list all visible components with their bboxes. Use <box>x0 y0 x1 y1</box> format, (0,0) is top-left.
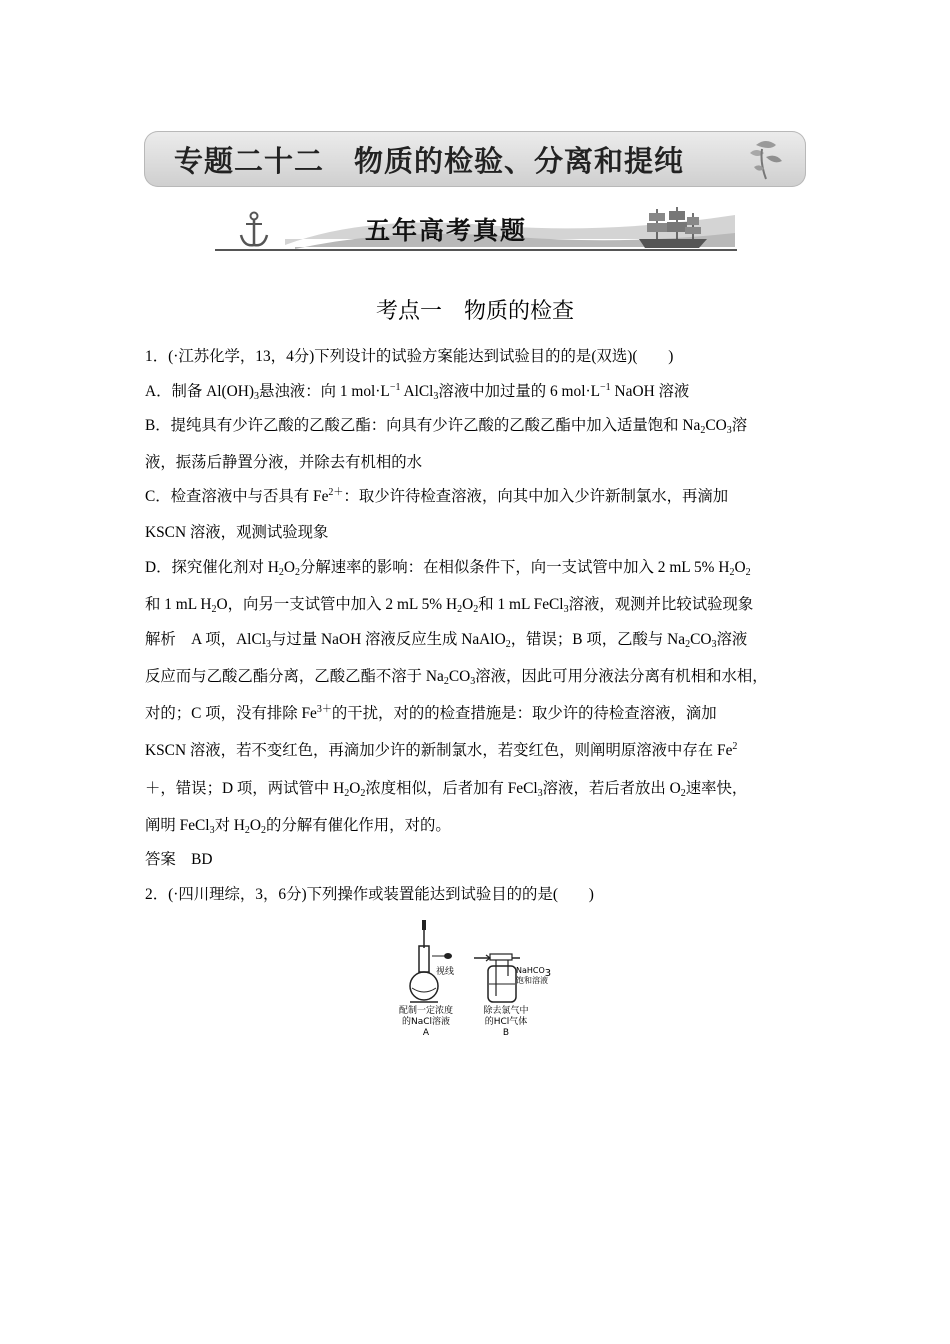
anchor-icon <box>237 211 271 249</box>
analysis-line-4: KSCN 溶液，若不变红色，再滴加少许的新制氯水，若变红色，则阐明原溶液中存在 Fe$^2$ <box>145 741 738 759</box>
option-b-line-1: B．提纯具有少许乙酸的乙酸乙酯：向具有少许乙酸的乙酸乙酯中加入适量饱和 $Na_2CO_3$溶 <box>145 417 748 436</box>
question-1-stem: 1．(·江苏化学，13，4分)下列设计的试验方案能达到试验目的的是(双选)( ) <box>145 348 674 365</box>
analysis-line-2: 反应而与乙酸乙酯分离，乙酸乙酯不溶于 $Na_2CO_3$溶液，因此可用分液法分离有机相和水相， <box>145 668 768 687</box>
apparatus-figure <box>392 918 562 1043</box>
answer-line: 答案 BD <box>145 851 213 868</box>
option-a: A．制备 $Al(OH)_3$悬浊液：向 1 $mol\cdot L^{-1}$ AlCl$_3$溶液中加过量的 6 $mol\cdot L^{-1}$ NaOH 溶液 <box>145 382 690 402</box>
option-c-line-1: C．检查溶液中与否具有 $Fe^{2+}$：取少许待检查溶液，向其中加入少许新制氯水，再滴加 <box>145 487 729 505</box>
analysis-line-6: 阐明 FeCl$_3$对 $H_2O_2$的分解有催化作用，对的。 <box>145 817 451 836</box>
figure-a-caption: 配制一定浓度 的NaCl溶液 A <box>398 1006 453 1038</box>
figure-a-sightline-label: 视线 <box>436 967 455 977</box>
sailing-ship-icon <box>635 205 711 251</box>
figure-b-reagent-label: NaHCO$_3$ 饱和溶液 <box>516 966 552 985</box>
option-c-line-2: KSCN 溶液，观测试验现象 <box>145 524 329 541</box>
sub-banner-title: 五年高考真题 <box>365 216 528 245</box>
option-d-line-2: 和 1 mL $H_2O$，向另一支试管中加入 2 mL 5% $H_2O_2$和 1 mL FeCl$_3$溶液，观测并比较试验现象 <box>145 596 754 615</box>
flower-decoration-icon <box>736 135 788 185</box>
option-b-line-2: 液，振荡后静置分液，并除去有机相的水 <box>145 454 423 471</box>
chapter-banner <box>144 131 806 187</box>
analysis-line-5: ＋，错误；D 项，两试管中 $H_2O_2$浓度相似，后者加有 FeCl$_3$溶液，若后者放出 $O_2$速率快， <box>145 780 748 799</box>
question-2-stem: 2．(·四川理综，3，6分)下列操作或装置能达到试验目的的是( ) <box>145 886 594 903</box>
option-d-line-1: D．探究催化剂对 $H_2O_2$分解速率的影响：在相似条件下，向一支试管中加入 2 mL 5% $H_2O_2$ <box>145 559 751 578</box>
chapter-title: 专题二十二 物质的检验、分离和提纯 <box>174 144 685 178</box>
sub-banner <box>215 205 737 253</box>
section-title: 考点一 物质的检查 <box>375 299 574 324</box>
analysis-line-1: 解析 A 项，AlCl$_3$与过量 NaOH 溶液反应生成 NaAlO$_2$，错误；B 项，乙酸与 $Na_2CO_3$溶液 <box>145 631 748 650</box>
analysis-line-3: 对的；C 项，没有排除 $Fe^{3+}$的干扰，对的的检查措施是：取少许的待检查溶液，滴加 <box>145 704 717 722</box>
figure-b-caption: 除去氯气中 的HCl气体 B <box>483 1006 529 1038</box>
